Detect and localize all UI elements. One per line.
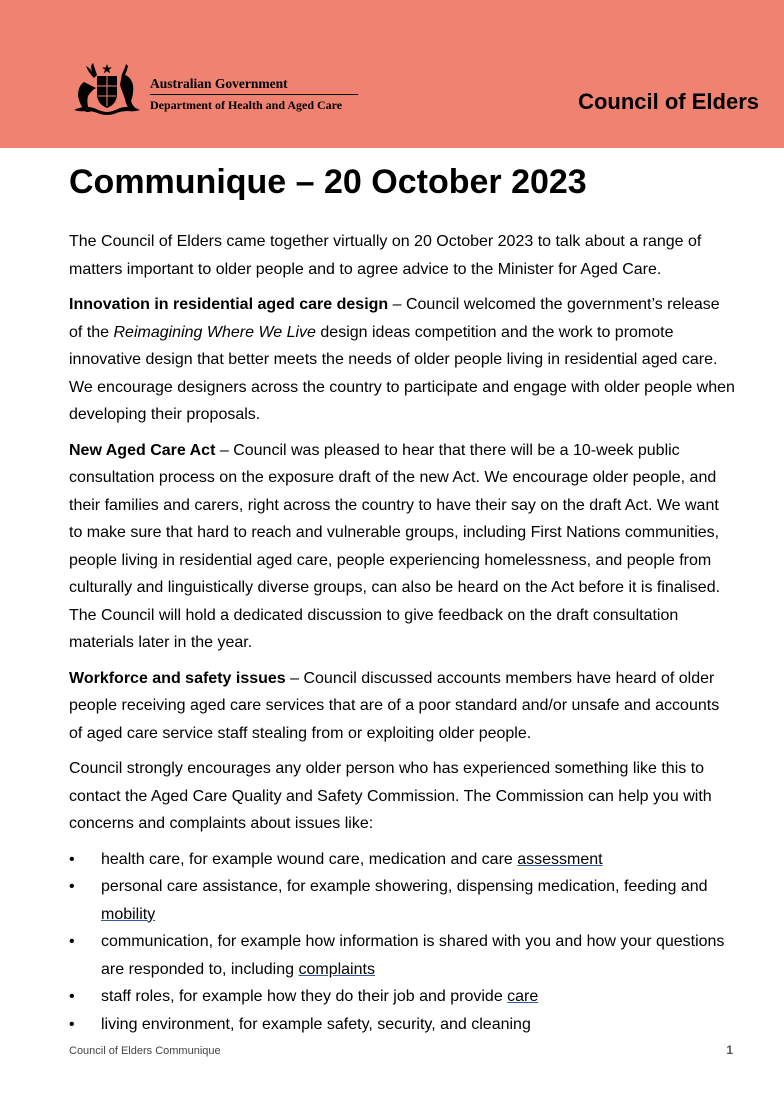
document-body [69, 160, 735, 1038]
list-item-link[interactable]: mobility [101, 905, 156, 923]
footer-document-title: Council of Elders Communique [69, 1045, 221, 1057]
government-name: Australian Government [150, 76, 288, 91]
bullet-icon: • [69, 1015, 75, 1033]
aged-care-act-paragraph [69, 437, 735, 657]
list-item-text: communication, for example how information is shared with you and how your questions are responded to, including [101, 933, 725, 978]
list-item [69, 873, 735, 928]
workforce-heading: Workforce and safety issues [69, 669, 286, 687]
workforce-paragraph [69, 665, 735, 748]
list-item [69, 928, 735, 983]
aged-care-act-text: – Council was pleased to hear that there will be a 10-week public consultation process on the exposure draft of the new Act. We encourage older people, and their families and carers, right across the country to have their say on the draft Act. We want to make sure that hard to reach and vulnerable groups, including First Nations communities, people living in residential aged care, people experiencing homelessness, and people from culturally and linguistically diverse groups, can also be heard on the Act before it is finalised. The Council will hold a dedicated discussion to give feedback on the draft consultation materials later in the year. [69, 441, 721, 651]
list-item-text: health care, for example wound care, medication and care [101, 850, 518, 868]
coat-of-arms-icon [70, 62, 144, 118]
workforce-text: – Council discussed accounts members have heard of older people receiving aged care services that are of a poor standard and/or unsafe and accounts of aged care service staff stealing from or exploiting older people. [69, 669, 720, 742]
bullet-icon: • [69, 850, 75, 868]
encourage-paragraph: Council strongly encourages any older person who has experienced something like this to contact the Aged Care Quality and Safety Commission. The Commission can help you with concerns and complaints about issues like: [69, 760, 712, 832]
list-item-link[interactable]: complaints [298, 960, 375, 978]
innovation-text-2: design ideas competition and the work to promote innovative design that better meets the needs of older people living in residential aged care. We encourage designers across the country to participate and engage with older people when developing their proposals. [69, 323, 735, 423]
competition-name: Reimagining Where We Live [113, 323, 316, 341]
list-item-text: staff roles, for example how they do their job and provide [101, 988, 508, 1005]
bullet-icon: • [69, 933, 75, 950]
list-item [69, 846, 735, 874]
issues-list [69, 846, 735, 1039]
list-item-link[interactable]: care [507, 988, 539, 1005]
innovation-heading: Innovation in residential aged care design [69, 296, 389, 313]
list-item-text: personal care assistance, for example showering, dispensing medication, feeding and [101, 878, 708, 895]
list-item-link[interactable]: assessment [517, 850, 603, 868]
logo-divider [150, 94, 358, 95]
list-item [69, 1011, 735, 1039]
list-item-text: living environment, for example safety, security, and cleaning [101, 1015, 531, 1033]
page-title: Communique – 20 October 2023 [69, 163, 587, 201]
bullet-icon: • [69, 988, 75, 1005]
innovation-paragraph [69, 291, 735, 429]
page-number: 1 [726, 1043, 733, 1057]
aged-care-act-heading: New Aged Care Act [69, 441, 216, 459]
department-name: Department of Health and Aged Care [150, 98, 343, 112]
intro-paragraph: The Council of Elders came together virtually on 20 October 2023 to talk about a range of matters important to older people and to agree advice to the Minister for Aged Care. [69, 233, 702, 278]
bullet-icon: • [69, 878, 75, 895]
innovation-text-1: – Council welcomed the government’s release of the [69, 296, 720, 341]
page-header [0, 0, 784, 148]
header-title: Council of Elders [578, 89, 759, 114]
government-logo [70, 62, 370, 120]
list-item [69, 983, 735, 1011]
